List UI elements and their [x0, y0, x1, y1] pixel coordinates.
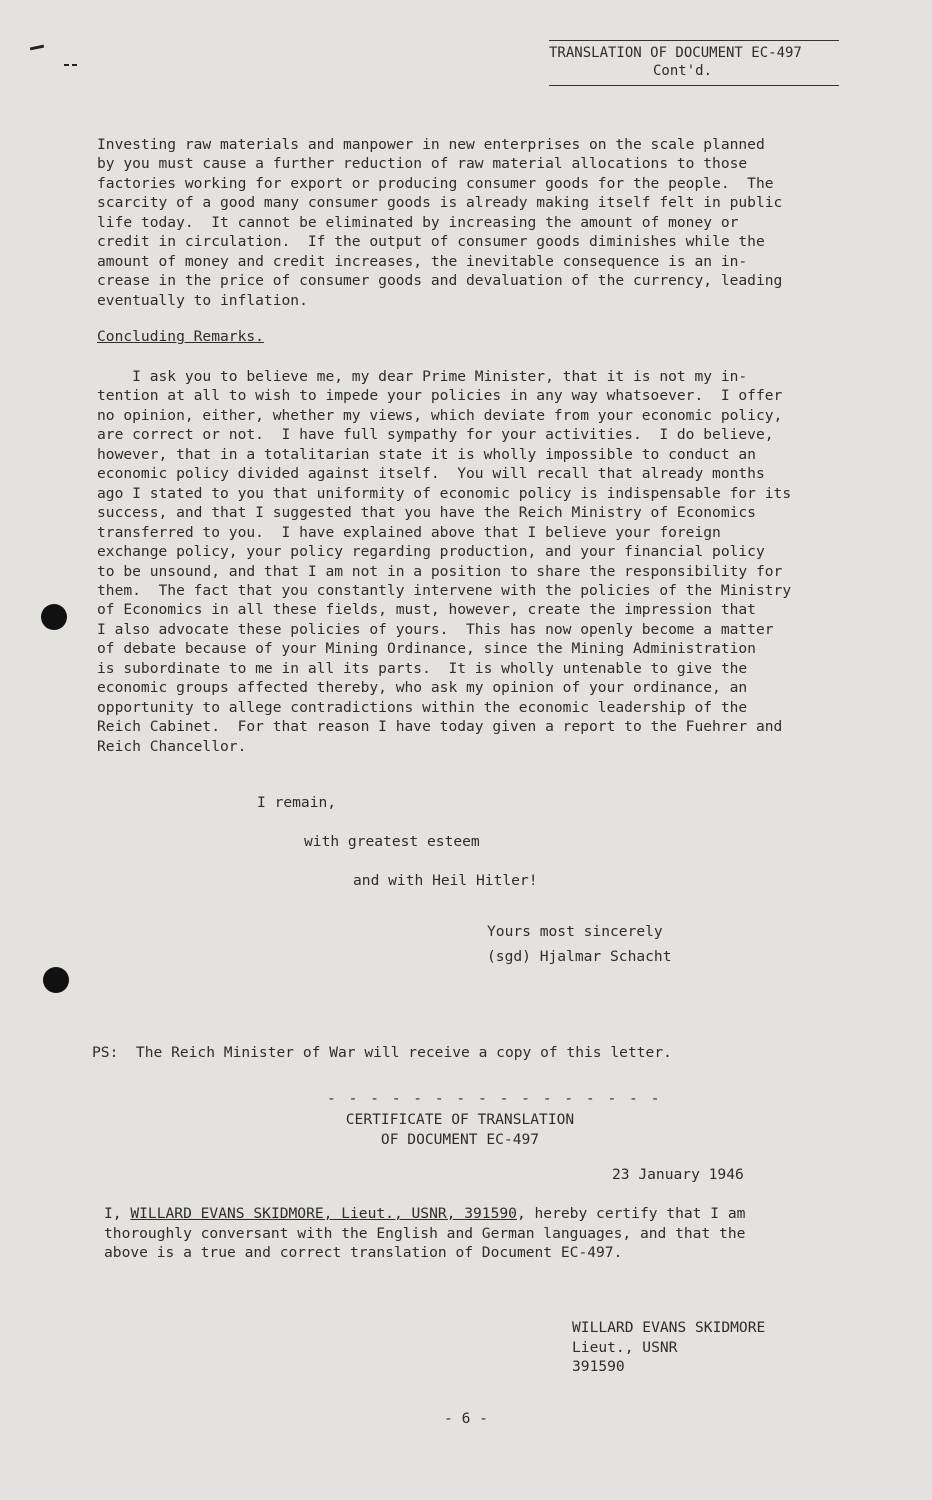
margin-mark	[30, 45, 44, 51]
header-rule	[549, 85, 839, 86]
paragraph-line: I also advocate these policies of yours. This has now openly become a matter	[97, 620, 774, 638]
cert-line3: above is a true and correct translation of Document EC-497.	[104, 1244, 623, 1261]
paragraph-line: them. The fact that you constantly intervene with the policies of the Ministry	[97, 581, 792, 599]
paragraph-line: scarcity of a good many consumer goods is already making itself felt in public	[97, 194, 783, 212]
closing-i-remain: I remain,	[257, 794, 337, 811]
paragraph-concluding	[97, 367, 791, 756]
certificate-divider: - - - - - - - - - - - - - - - -	[327, 1090, 662, 1107]
cert-prefix: I,	[104, 1205, 131, 1222]
header-contd: Cont'd.	[653, 63, 713, 79]
paragraph-line: however, that in a totalitarian state it is wholly impossible to conduct an	[97, 445, 756, 463]
translator-number: 391590	[572, 1358, 625, 1375]
margin-mark	[72, 64, 77, 66]
paragraph-line: credit in circulation. If the output of consumer goods diminishes while the	[97, 233, 765, 251]
paragraph-line: crease in the price of consumer goods and devaluation of the currency, leading	[97, 272, 783, 290]
paragraph-line: amount of money and credit increases, the inevitable consequence is an in-	[97, 252, 748, 270]
certificate-body	[104, 1204, 745, 1263]
paragraph-line: exchange policy, your policy regarding production, and your financial policy	[97, 543, 765, 561]
paragraph-line: opportunity to allege contradictions within the economic leadership of the	[97, 698, 748, 716]
section-heading: Concluding Remarks.	[97, 328, 264, 345]
cert-line1-rest: , hereby certify that I am	[516, 1205, 746, 1222]
paragraph-line: Reich Cabinet. For that reason I have today given a report to the Fuehrer and	[97, 718, 783, 736]
translator-signature-block	[572, 1318, 765, 1377]
paragraph-line: transferred to you. I have explained above that I believe your foreign	[97, 523, 721, 541]
paragraph-line: economic groups affected thereby, who ask my opinion of your ordinance, an	[97, 679, 748, 697]
certificate-date: 23 January 1946	[612, 1166, 744, 1183]
paragraph-line: ago I stated to you that uniformity of economic policy is indispensable for its	[97, 484, 792, 502]
postscript: PS: The Reich Minister of War will receive a copy of this letter.	[92, 1044, 672, 1061]
certificate-title-line2: OF DOCUMENT EC-497	[380, 1131, 540, 1148]
paragraph-line: economic policy divided against itself. You will recall that already months	[97, 465, 765, 483]
paragraph-line: are correct or not. I have full sympathy for your activities. I do believe,	[97, 426, 774, 444]
paragraph-line: eventually to inflation.	[97, 291, 308, 309]
translator-rank: Lieut., USNR	[572, 1338, 678, 1356]
translator-name: WILLARD EVANS SKIDMORE	[572, 1319, 766, 1336]
page-number: - 6 -	[444, 1410, 488, 1427]
paragraph-line: tention at all to wish to impede your policies in any way whatsoever. I offer	[97, 387, 783, 405]
header-title: TRANSLATION OF DOCUMENT EC-497	[549, 45, 802, 61]
paragraph-line: no opinion, either, whether my views, which deviate from your economic policy,	[97, 406, 783, 424]
paragraph-line: is subordinate to me in all its parts. It is wholly untenable to give the	[97, 659, 748, 677]
punch-hole-lower	[43, 967, 69, 993]
translator-name-underlined: WILLARD EVANS SKIDMORE, Lieut., USNR, 391590	[130, 1205, 517, 1222]
signature-schacht: (sgd) Hjalmar Schacht	[487, 948, 672, 965]
paragraph-line: I ask you to believe me, my dear Prime Minister, that it is not my in-	[97, 368, 748, 385]
paragraph-line: of debate because of your Mining Ordinance, since the Mining Administration	[97, 640, 756, 658]
paragraph-line: success, and that I suggested that you have the Reich Ministry of Economics	[97, 504, 756, 522]
punch-hole-upper	[41, 604, 67, 630]
paragraph-line: Reich Chancellor.	[97, 737, 247, 755]
paragraph-investing	[97, 135, 782, 310]
paragraph-line: of Economics in all these fields, must, however, create the impression that	[97, 601, 756, 619]
paragraph-line: Investing raw materials and manpower in new enterprises on the scale planned	[97, 136, 765, 153]
cert-line2: thoroughly conversant with the English and German languages, and that the	[104, 1224, 746, 1242]
paragraph-line: life today. It cannot be eliminated by increasing the amount of money or	[97, 213, 739, 231]
margin-mark	[64, 64, 69, 66]
closing-heil: and with Heil Hitler!	[353, 872, 538, 889]
paragraph-line: to be unsound, and that I am not in a position to share the responsibility for	[97, 562, 783, 580]
certificate-title-line1: CERTIFICATE OF TRANSLATION	[345, 1111, 575, 1128]
closing-yours: Yours most sincerely	[487, 923, 663, 940]
paragraph-line: factories working for export or producing consumer goods for the people. The	[97, 174, 774, 192]
closing-esteem: with greatest esteem	[304, 833, 480, 850]
certificate-title	[310, 1110, 610, 1150]
document-header	[549, 40, 839, 80]
paragraph-line: by you must cause a further reduction of raw material allocations to those	[97, 155, 748, 173]
